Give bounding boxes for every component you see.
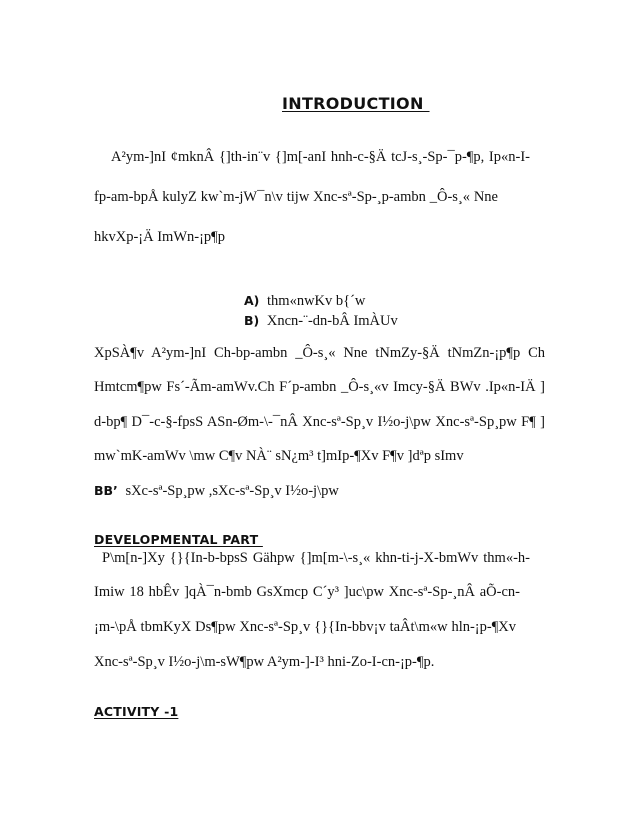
list-item (244, 292, 365, 310)
list-item (244, 312, 398, 330)
body-paragraph-line: Hmtcm¶pw Fs´-Ãm-amWv.Ch F´p-ambn _Ô-s¸«v Imcy-§Ä BWv .Ip«n-IÄ ] (94, 379, 545, 395)
body-paragraph-line: d-bp¶ D¯-c-§-fpsS ASn-Øm-\-¯nÂ Xnc-sª-Sp¸v I½o-j\pw Xnc-sª-Sp¸pw F¶ ] (94, 414, 545, 430)
list-item-label: A) (244, 293, 260, 308)
list-item-text: Xncn-¨-dn-bÂ ImÀUv (266, 313, 398, 329)
bb-line (94, 482, 339, 500)
developmental-paragraph-line: ¡m-\pÅ tbmKyX Ds¶pw Xnc-sª-Sp¸v {}{In-bbv¡v taÂt\m«w hln-¡p-¶Xv (94, 619, 516, 635)
intro-paragraph-line: hkvXp-¡Ä ImWn-¡p¶p (94, 229, 225, 245)
developmental-paragraph-line: P\m[n-]Xy {}{In-b-bpsS Gähpw {]m[m-\-s¸« khn-ti-j-X-bmWv thm«-h- (102, 550, 530, 566)
bb-text: sXc-sª-Sp¸pw ,sXc-sª-Sp¸v I½o-j\pw (125, 483, 339, 499)
intro-paragraph-line: A²ym-]nI ¢mknÂ {]th-in¨v {]m[-anI hnh-c-§Ä tcJ-s¸-Sp-¯p-¶p, Ip«n-I- (111, 149, 530, 165)
bb-label: BB’ (94, 483, 118, 498)
intro-paragraph-line: fp-am-bpÅ kulyZ kw`m-jW¯n\v tijw Xnc-sª-Sp-¸p-ambn _Ô-s¸« Nne (94, 189, 498, 205)
list-item-text: thm«nwKv b{´w (267, 293, 366, 309)
developmental-heading: DEVELOPMENTAL PART (94, 532, 263, 547)
activity-heading: ACTIVITY -1 (94, 704, 179, 719)
list-item-label: B) (244, 313, 260, 328)
body-paragraph-line: XpSÀ¶v A²ym-]nI Ch-bp-ambn _Ô-s¸« Nne tNmZy-§Ä tNmZn-¡p¶p Ch (94, 345, 545, 361)
developmental-paragraph-line: Xnc-sª-Sp¸v I½o-j\m-sW¶pw A²ym-]-I³ hni-Zo-I-cn-¡p-¶p. (94, 654, 435, 670)
developmental-paragraph-line: Imiw 18 hbÊv ]qÀ¯n-bmb GsXmcp C´y³ ]uc\pw Xnc-sª-Sp-¸nÂ aÕ-cn- (94, 584, 520, 600)
page-title: INTRODUCTION (282, 94, 430, 113)
body-paragraph-line: mw`mK-amWv \mw C¶v NÀ¨ sN¿m³ t]mIp-¶Xv F¶v ]dªp sImv (94, 448, 464, 464)
